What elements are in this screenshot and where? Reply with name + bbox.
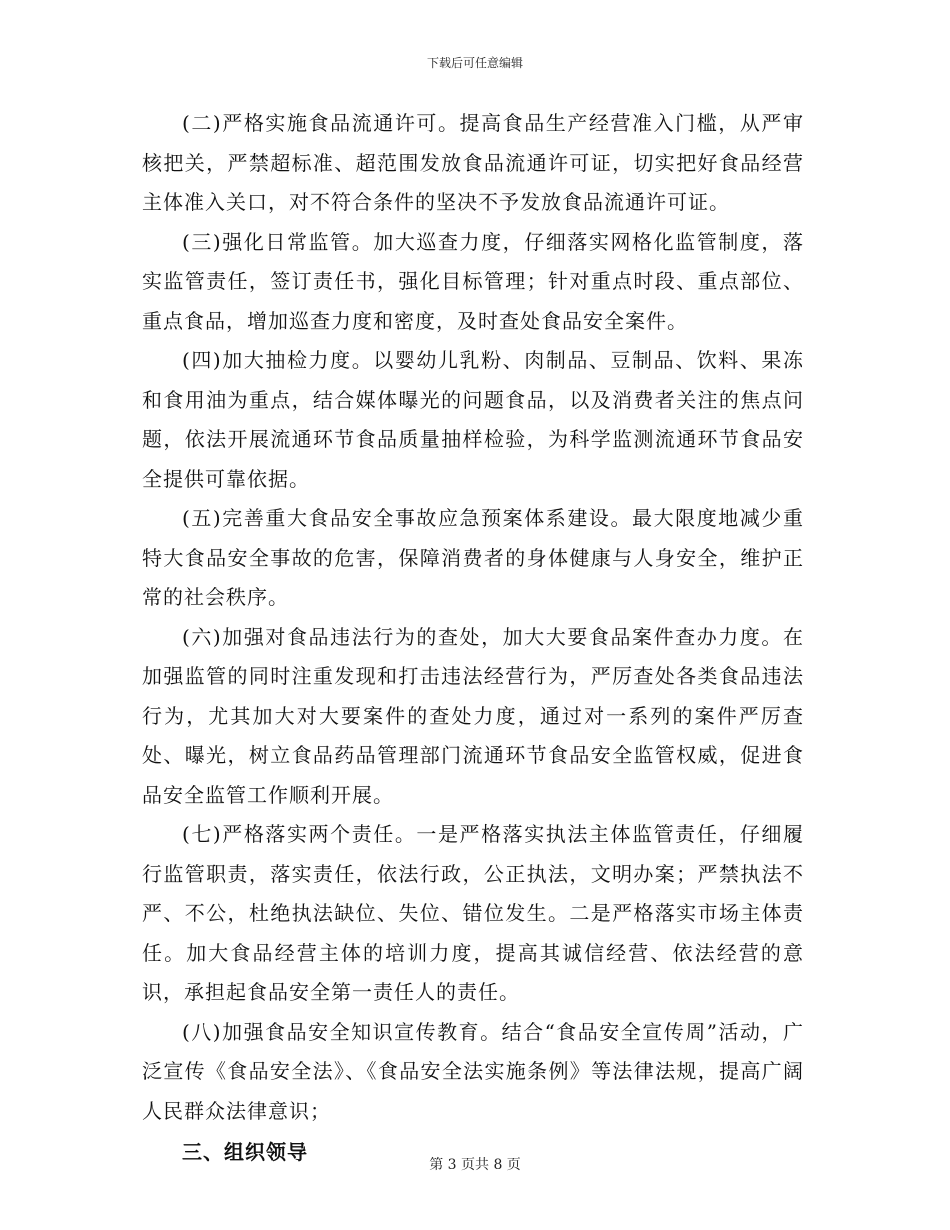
paragraph-item-2: (二)严格实施食品流通许可。提高食品生产经营准入门槛，从严审核把关，严禁超标准、超范围发放食品流通许可证，切实把好食品经营主体准入关口，对不符合条件的坚决不予发放食品流通许可证。 <box>142 111 804 214</box>
page-header: 下载后可任意编辑 <box>426 56 523 70</box>
paragraph-item-4: (四)加大抽检力度。以婴幼儿乳粉、肉制品、豆制品、饮料、果冻和食用油为重点，结合媒体曝光的问题食品，以及消费者关注的焦点问题，依法开展流通环节食品质量抽样检验，为科学监测流通环节食品安全提供可靠依据。 <box>142 348 804 491</box>
paragraph-item-5: (五)完善重大食品安全事故应急预案体系建设。最大限度地减少重特大食品安全事故的危害，保障消费者的身体健康与人身安全，维护正常的社会秩序。 <box>142 506 804 609</box>
section-heading: 三、组织领导 <box>182 1140 308 1164</box>
paragraph-item-3: (三)强化日常监管。加大巡查力度，仔细落实网格化监管制度，落实监管责任，签订责任书，强化目标管理；针对重点时段、重点部位、重点食品，增加巡查力度和密度，及时查处食品安全案件。 <box>142 229 804 333</box>
paragraph-item-8: (八)加强食品安全知识宣传教育。结合“食品安全宣传周”活动，广泛宣传《食品安全法》、《食品安全法实施条例》等法律法规，提高广阔人民群众法律意识； <box>142 1019 804 1123</box>
page-footer: 第 3 页共 8 页 <box>429 1157 521 1173</box>
paragraph-item-7: (七)严格落实两个责任。一是严格落实执法主体监管责任，仔细履行监管职责，落实责任，依法行政，公正执法，文明办案；严禁执法不严、不公，杜绝执法缺位、失位、错位发生。二是严格落实市场主体责任。加大食品经营主体的培训力度，提高其诚信经营、依法经营的意识，承担起食品安全第一责任人的责任。 <box>142 822 804 1004</box>
document-body <box>142 104 804 1173</box>
paragraph-item-6: (六)加强对食品违法行为的查处，加大大要食品案件查办力度。在加强监管的同时注重发现和打击违法经营行为，严厉查处各类食品违法行为，尤其加大对大要案件的查处力度，通过对一系列的案件严厉查处、曝光，树立食品药品管理部门流通环节食品安全监管权威，促进食品安全监管工作顺利开展。 <box>142 624 804 807</box>
